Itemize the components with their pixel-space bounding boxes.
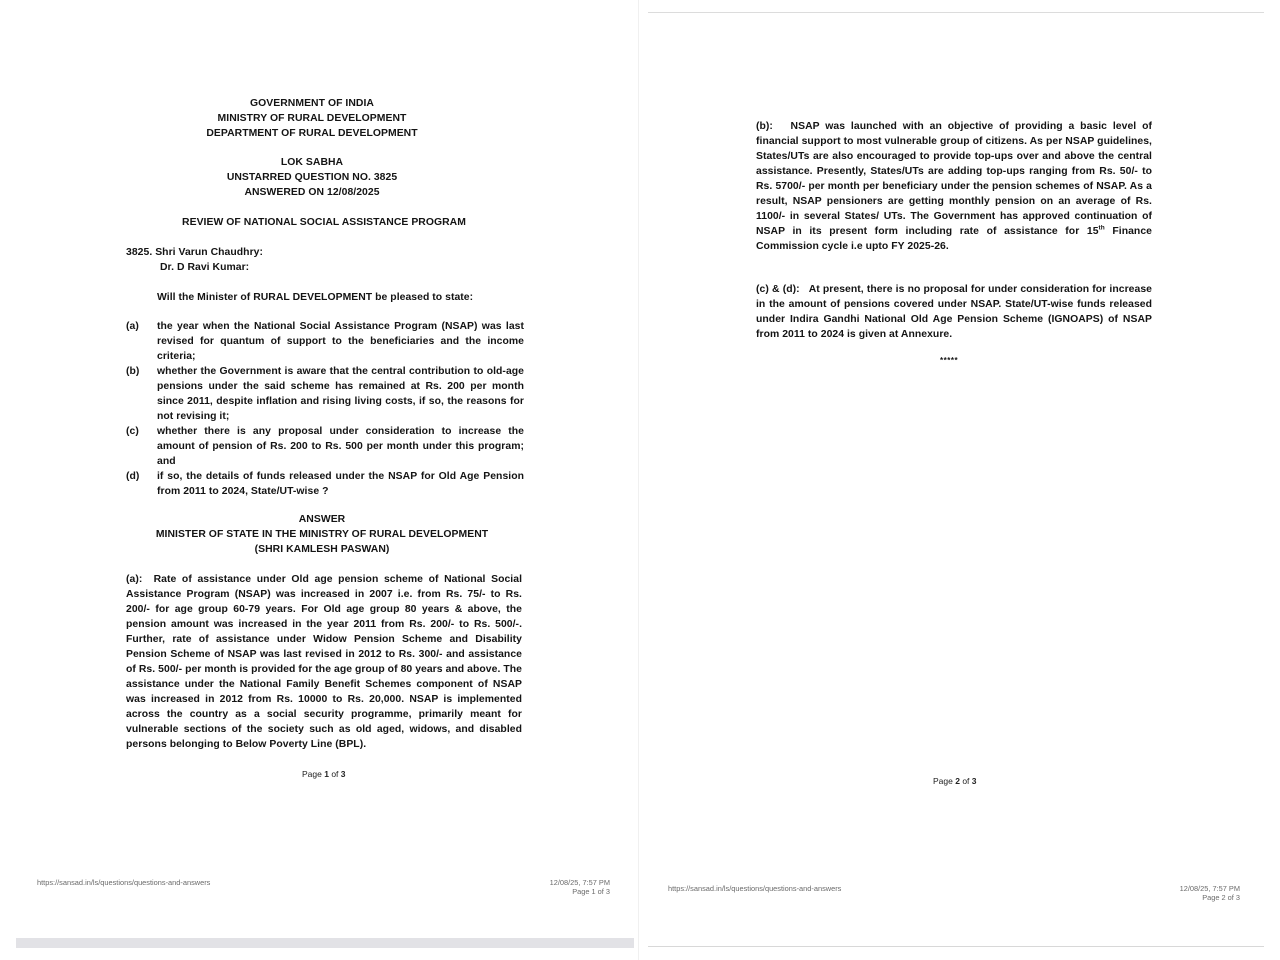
house-name: LOK SABHA — [280, 157, 344, 168]
answer-a-label: (a): — [126, 574, 143, 585]
answer-a-text: Rate of assistance under Old age pension scheme of National Social Assistance Program (NSAP) was increased in 2007 i.e. from Rs. 75/- to Rs. 200/- for age group 60-79 years. For Old age group 80 years & above, the pension amount was increased in the year 2011 from Rs. 200/- to Rs. 500/-. Further, rate of assistance under Widow Pension Scheme and Disability Pension Scheme of NSAP was last revised in 2012 to Rs. 300/- and assistance of Rs. 500/- per month is provided for the age group of 80 years and above. The assistance under the National Family Benefit Schemes component of NSAP was increased in 2012 from Rs. 10000 to Rs. 20,000. NSAP is implemented across the country as a social security programme, primarily meant for vulnerable sections of the society such as old aged, widows, and disabled persons belonging to Below Poverty Line (BPL). — [126, 574, 523, 750]
footer-time: 12/08/25, 7:57 PM — [1179, 884, 1240, 893]
header-line: DEPARTMENT OF RURAL DEVELOPMENT — [206, 128, 418, 139]
answer-title: ANSWER — [298, 514, 346, 525]
answer-cd-label: (c) & (d): — [756, 284, 800, 295]
footer-timestamp — [490, 878, 610, 896]
end-marker: ***** — [940, 356, 959, 365]
footer-url[interactable]: https://sansad.in/ls/questions/questions-and-answers — [37, 878, 211, 887]
footer-timestamp — [1120, 884, 1240, 902]
answer-b — [756, 119, 1152, 254]
page-divider — [638, 0, 639, 960]
question-text: if so, the details of funds released under the NSAP for Old Age Pension from 2011 to 2024, State/UT-wise ? — [157, 471, 524, 497]
asker-line-1: 3825. Shri Varun Chaudhry: — [126, 247, 263, 258]
question-label: (b) — [126, 366, 140, 377]
answer-b-text-end: Finance Commission cycle i.e upto FY 2025-26. — [756, 226, 1152, 252]
question-label: (c) — [126, 426, 139, 437]
page-2-top-edge — [648, 12, 1264, 13]
page-2-bottom-edge — [648, 946, 1264, 947]
question-meta — [112, 155, 512, 200]
answered-date: ANSWERED ON 12/08/2025 — [244, 187, 380, 198]
question-subject: REVIEW OF NATIONAL SOCIAL ASSISTANCE PROGRAM — [182, 217, 466, 228]
footer-url[interactable]: https://sansad.in/ls/questions/questions-and-answers — [668, 884, 842, 893]
ministry-header — [112, 96, 512, 141]
question-text: the year when the National Social Assistance Program (NSAP) was last revised for quantum of support to the beneficiaries and the income criteria; — [157, 321, 524, 362]
page-total: 3 — [971, 776, 977, 786]
answering-minister: MINISTER OF STATE IN THE MINISTRY OF RURAL DEVELOPMENT — [155, 529, 489, 540]
answer-b-label: (b): — [756, 121, 773, 132]
minister-name: (SHRI KAMLESH PASWAN) — [254, 544, 390, 555]
question-list — [126, 319, 526, 499]
page-number — [302, 769, 346, 779]
page-number — [933, 776, 977, 786]
page-current: 1 — [324, 769, 329, 779]
horizontal-scrollbar[interactable] — [16, 938, 634, 948]
asker-block — [126, 245, 426, 275]
answer-a — [126, 572, 522, 752]
page-word: Page — [933, 776, 956, 786]
asker-line-2: Dr. D Ravi Kumar: — [160, 262, 250, 273]
question-item — [126, 469, 526, 499]
page-total: 3 — [340, 769, 346, 779]
page-of: of — [959, 776, 972, 786]
question-text: whether there is any proposal under consideration to increase the amount of pension of Rs. 200 to Rs. 500 per month under this program; and — [157, 426, 524, 467]
header-line: GOVERNMENT OF INDIA — [250, 98, 374, 109]
footer-page: Page 2 of 3 — [1202, 893, 1240, 902]
header-line: MINISTRY OF RURAL DEVELOPMENT — [217, 113, 407, 124]
question-number: UNSTARRED QUESTION NO. 3825 — [226, 172, 398, 183]
question-label: (d) — [126, 471, 140, 482]
ordinal-suffix: th — [1098, 224, 1105, 232]
question-intro: Will the Minister of RURAL DEVELOPMENT be pleased to state: — [157, 292, 474, 303]
footer-page: Page 1 of 3 — [572, 887, 610, 896]
question-item — [126, 319, 526, 364]
page-current: 2 — [955, 776, 960, 786]
answer-c-d — [756, 282, 1152, 342]
page-of: of — [328, 769, 341, 779]
question-label: (a) — [126, 321, 139, 332]
page-word: Page — [302, 769, 325, 779]
answer-cd-text: At present, there is no proposal for under consideration for increase in the amount of pensions covered under NSAP. State/UT-wise funds released under Indira Gandhi National Old Age Pension Scheme (IGNOAPS) of NSAP from 2011 to 2024 is given at Annexure. — [756, 284, 1152, 340]
question-item — [126, 424, 526, 469]
answer-b-text: NSAP was launched with an objective of providing a basic level of financial support to most vulnerable group of citizens. As per NSAP guidelines, States/UTs are also encouraged to provide top-ups over and above the central assistance. Presently, States/UTs are adding top-ups ranging from Rs. 50/- to Rs. 5700/- per month per beneficiary under the pension schemes of NSAP. As a result, NSAP pensioners are getting monthly pension on an average of Rs. 1100/- in several States/ UTs. The Government has approved continuation of NSAP in its present form including rate of assistance for 15 — [756, 121, 1152, 237]
footer-time: 12/08/25, 7:57 PM — [549, 878, 610, 887]
question-item — [126, 364, 526, 424]
question-text: whether the Government is aware that the central contribution to old-age pensions under the said scheme has remained at Rs. 200 per month since 2011, despite inflation and rising living costs, if so, the reasons for not revising it; — [157, 366, 524, 422]
answer-heading — [112, 512, 532, 557]
